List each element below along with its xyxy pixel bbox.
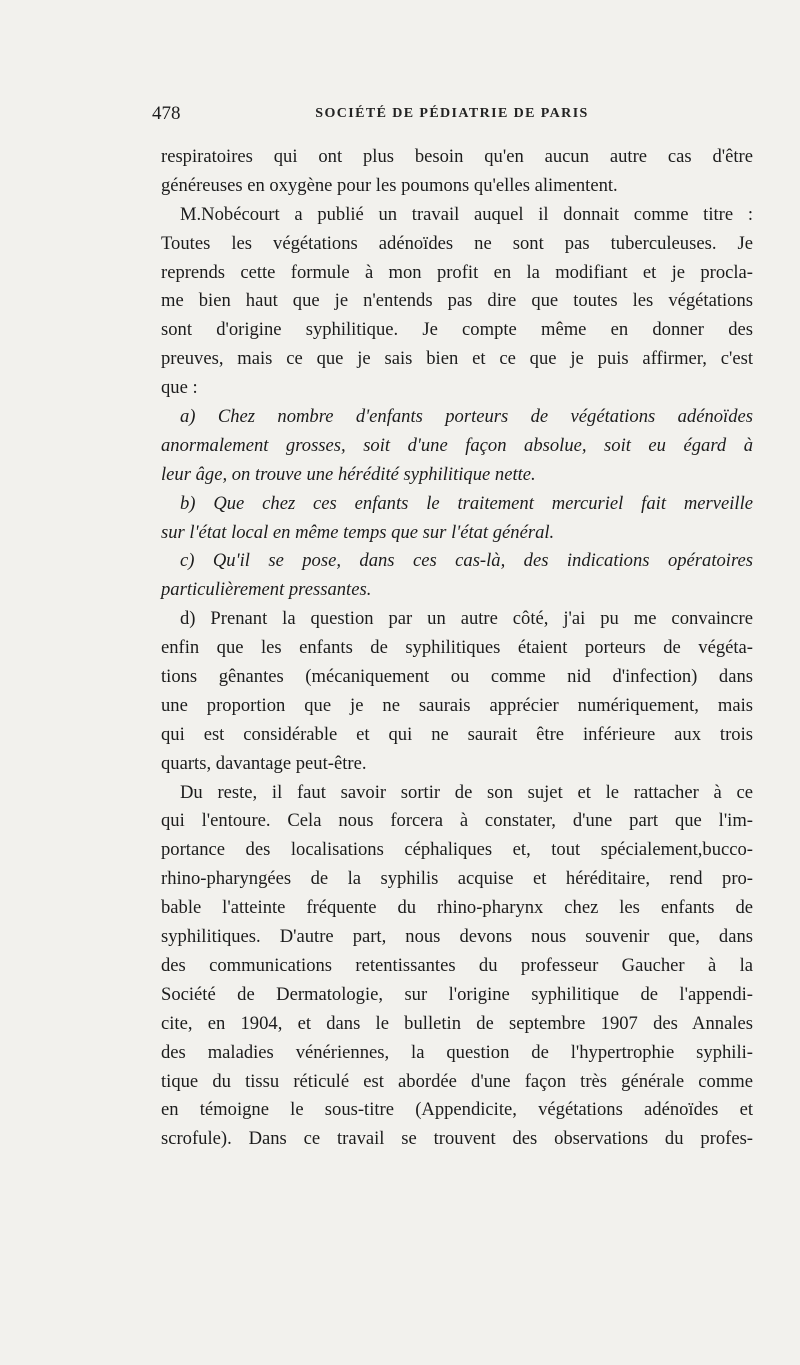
text-line: sont d'origine syphilitique. Je compte même en donner des (161, 319, 753, 341)
text-line: qui est considérable et qui ne saurait être inférieure aux trois (161, 723, 753, 745)
text-line: a) Chez nombre d'enfants porteurs de végétations adénoïdes (180, 406, 753, 428)
text-line: Société de Dermatologie, sur l'origine syphilitique de l'appendi- (161, 983, 753, 1005)
page-header (152, 103, 752, 133)
text-line: c) Qu'il se pose, dans ces cas-là, des indications opératoires (180, 550, 753, 572)
text-line: bable l'atteinte fréquente du rhino-pharynx chez les enfants de (161, 897, 753, 919)
text-line: tions gênantes (mécaniquement ou comme nid d'infection) dans (161, 666, 753, 688)
text-line: des maladies vénériennes, la question de l'hypertrophie syphili- (161, 1041, 753, 1063)
text-line: des communications retentissantes du professeur Gaucher à la (161, 954, 753, 976)
text-line: preuves, mais ce que je sais bien et ce que je puis affirmer, c'est (161, 348, 753, 370)
text-line: me bien haut que je n'entends pas dire que toutes les végétations (161, 290, 753, 312)
running-title: SOCIÉTÉ DE PÉDIATRIE DE PARIS (315, 106, 589, 121)
text-line: Toutes les végétations adénoïdes ne sont pas tuberculeuses. Je (161, 232, 753, 254)
text-line: portance des localisations céphaliques et, tout spécialement,bucco- (161, 839, 753, 861)
text-line: anormalement grosses, soit d'une façon absolue, soit eu égard à (161, 434, 753, 456)
text-line: leur âge, on trouve une hérédité syphilitique nette. (161, 463, 536, 485)
text-line: d) Prenant la question par un autre côté, j'ai pu me convaincre (180, 608, 753, 630)
text-line: cite, en 1904, et dans le bulletin de septembre 1907 des Annales (161, 1012, 753, 1034)
text-line: M.Nobécourt a publié un travail auquel il donnait comme titre : (180, 203, 753, 225)
text-line: b) Que chez ces enfants le traitement mercuriel fait merveille (180, 492, 753, 514)
text-line: scrofule). Dans ce travail se trouvent des observations du profes- (161, 1128, 753, 1150)
text-line: syphilitiques. D'autre part, nous devons nous souvenir que, dans (161, 926, 753, 948)
text-line: en témoigne le sous-titre (Appendicite, végétations adénoïdes et (161, 1099, 753, 1121)
page-number: 478 (152, 103, 181, 124)
text-line: Du reste, il faut savoir sortir de son sujet et le rattacher à ce (180, 781, 753, 803)
text-line: tique du tissu réticulé est abordée d'une façon très générale comme (161, 1070, 753, 1092)
text-line: rhino-pharyngées de la syphilis acquise et héréditaire, rend pro- (161, 868, 753, 890)
text-line: reprends cette formule à mon profit en la modifiant et je procla- (161, 261, 753, 283)
text-line: qui l'entoure. Cela nous forcera à constater, d'une part que l'im- (161, 810, 753, 832)
body-text (161, 143, 753, 1154)
text-line: particulièrement pressantes. (161, 579, 372, 601)
text-line: que : (161, 377, 198, 399)
text-line: sur l'état local en même temps que sur l'état général. (161, 521, 555, 543)
text-line: enfin que les enfants de syphilitiques étaient porteurs de végéta- (161, 637, 753, 659)
text-line: quarts, davantage peut-être. (161, 752, 367, 774)
text-line: une proportion que je ne saurais apprécier numériquement, mais (161, 694, 753, 716)
text-line: respiratoires qui ont plus besoin qu'en aucun autre cas d'être (161, 146, 753, 167)
text-line: généreuses en oxygène pour les poumons qu'elles alimentent. (161, 174, 618, 196)
